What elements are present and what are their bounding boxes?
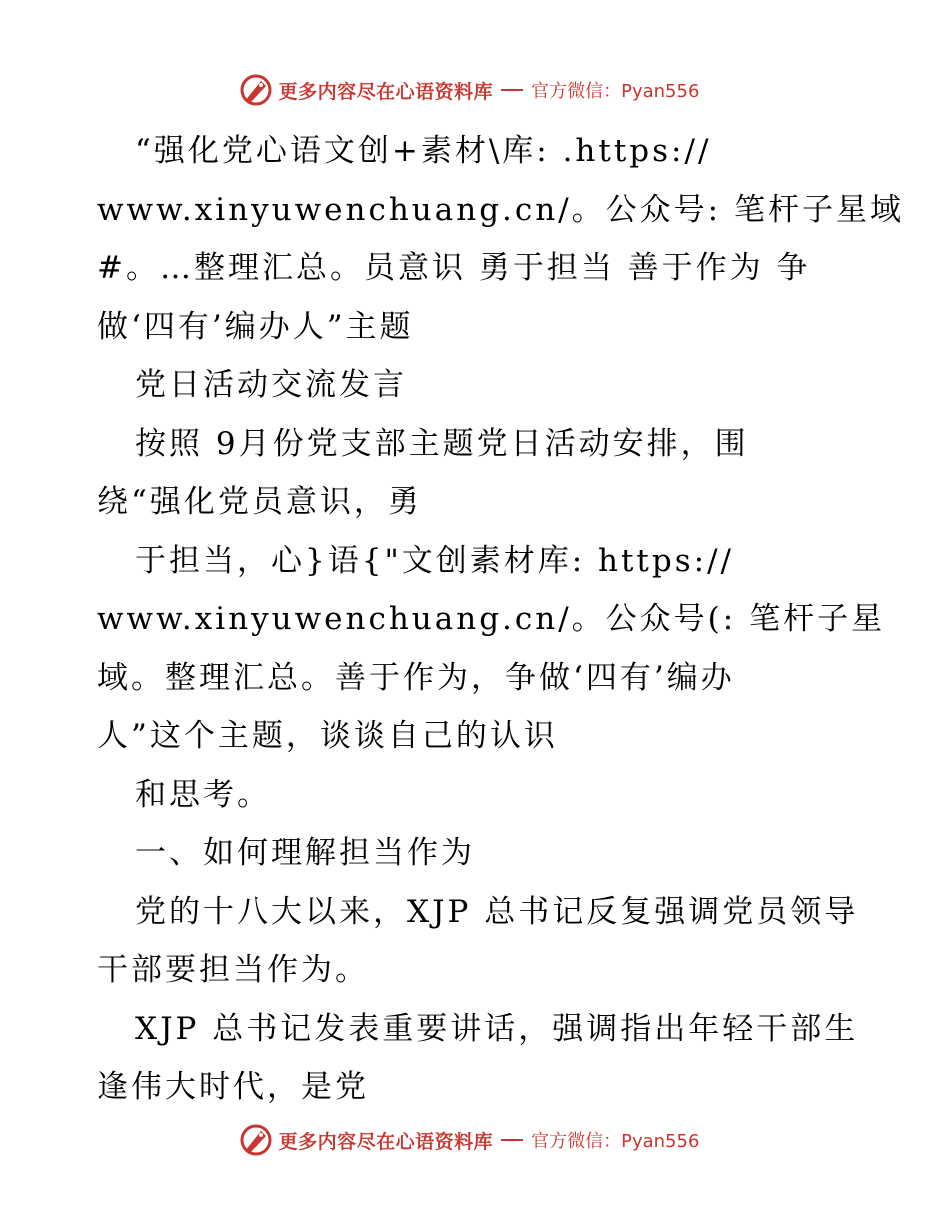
text-line: 绕“强化党员意识，勇 [97, 484, 422, 520]
text-line: 和思考。 [135, 776, 271, 813]
text-line: 党的十八大以来，XJP 总书记反复强调党员领导 [135, 893, 859, 930]
footer-banner [0, 1120, 950, 1160]
text-line: 做‘四有’编办人”主题 [97, 308, 414, 345]
footer-banner-wechat: 官方微信：Pyan556 [531, 1131, 700, 1152]
document-body [97, 122, 904, 1117]
header-banner-title: 更多内容尽在心语资料库 [278, 80, 494, 103]
pen-nib-logo-icon [239, 1123, 273, 1157]
header-banner-content [239, 73, 700, 107]
text-line: 按照 9月份党支部主题党日活动安排，围 [135, 425, 749, 462]
text-line: www.xinyuwenchuang.cn/。公众号: 笔杆子星域 [97, 191, 904, 228]
text-line: #。…整理汇总。员意识 勇于担当 善于作为 争 [97, 250, 811, 286]
text-line: 于担当，心}语{"文创素材库: https:// [135, 542, 734, 579]
pen-nib-logo-icon [239, 73, 273, 107]
text-line: www.xinyuwenchuang.cn/。公众号(: 笔杆子星 [97, 601, 886, 637]
text-line: 党日活动交流发言 [135, 367, 407, 403]
footer-banner-title: 更多内容尽在心语资料库 [278, 1130, 494, 1153]
text-line: 人”这个主题，谈谈自己的认识 [97, 718, 558, 754]
text-line: 一、如何理解担当作为 [135, 835, 475, 871]
header-banner [0, 70, 950, 110]
header-banner-wechat: 官方微信：Pyan556 [531, 81, 700, 102]
text-line: 逢伟大时代，是党 [97, 1069, 369, 1105]
text-line: 干部要担当作为。 [97, 952, 369, 988]
text-line: 域。整理汇总。善于作为，争做‘四有’编办 [97, 659, 735, 696]
header-banner-dash [501, 89, 523, 91]
text-line: XJP 总书记发表重要讲话，强调指出年轻干部生 [135, 1010, 859, 1047]
footer-banner-content [239, 1123, 700, 1157]
footer-banner-dash [501, 1139, 523, 1141]
text-line: “强化党心语文创+素材\库: .https:// [135, 133, 712, 169]
